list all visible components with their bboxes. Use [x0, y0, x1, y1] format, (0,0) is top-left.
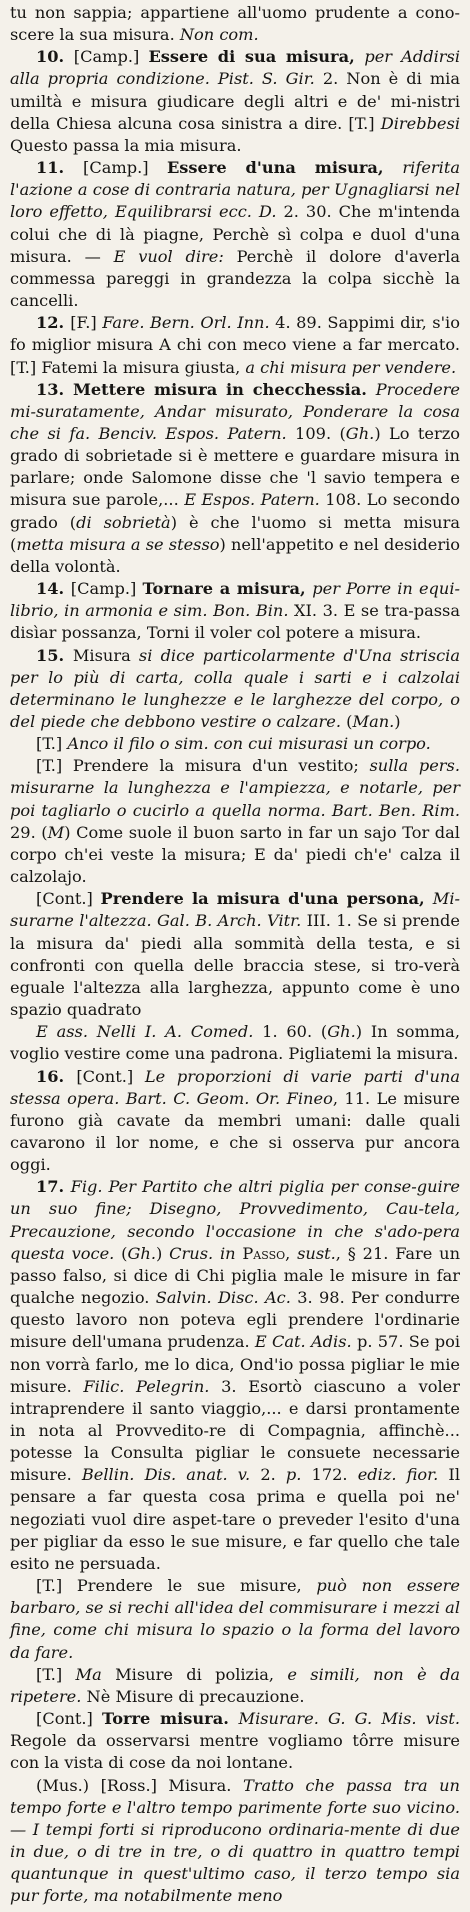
lemma: Tornare a misura,	[142, 579, 313, 599]
entry-paragraph-p15d	[10, 1021, 460, 1065]
text-run: ) nell'appetito e nel desiderio della volontà.	[10, 534, 460, 576]
italic-text: Non com.	[179, 25, 259, 45]
text-run: 2.	[250, 1465, 286, 1485]
entry-paragraph-p18	[10, 1775, 460, 1908]
text-run: [T.] Prendere la misura d'un vestito;	[36, 756, 370, 776]
text-run: (	[341, 712, 353, 731]
text-run: 1. 60. (	[253, 1022, 328, 1042]
text-run: 3. 98. Per condurre questo lavoro non poteva egli prendere l'ordinarie misure dell'umana prudenza.	[10, 1288, 460, 1352]
entry-paragraph-p15c	[10, 888, 460, 1021]
italic-text: metta misura a se stesso	[16, 534, 220, 554]
lemma: Mettere misura in checchessia.	[72, 379, 376, 399]
italic-text: Procedere mi-suratamente, Andar misurato, Ponderare la cosa che si fa. Benciv. Espos. Patern.	[10, 379, 460, 443]
italic-text: E vuol dire:	[113, 246, 224, 266]
italic-text: Misurare. G. G. Mis. vist.	[238, 1709, 460, 1729]
italic-text: ediz. fior.	[357, 1465, 439, 1485]
text-run: ) Lo terzo grado di sobrietade si è mettere e guardare misura in parlare; onde Salomone disse che 'l savio tempera e misura sue parole,...	[10, 423, 460, 510]
dictionary-column	[10, 2, 460, 1907]
text-run: [Camp.]	[83, 158, 167, 178]
text-run: [Cont.]	[36, 1709, 103, 1729]
text-run: Misure di polizia,	[101, 1664, 288, 1684]
text-run: (Mus.) [Ross.] Misura.	[36, 1775, 243, 1795]
text-run: XI. 3. E se tra-passa disìar possanza, Torni il voler col potere a misura.	[10, 601, 460, 643]
italic-text: Gh.	[327, 1022, 356, 1042]
italic-text: Le proporzioni di varie parti d'una stessa opera. Bart. C. Geom. Or. Fineo	[10, 1066, 460, 1108]
entry-paragraph-p17a	[10, 1575, 460, 1664]
italic-text: di sobrietà	[76, 512, 171, 532]
italic-text: riferita l'azione a cose di contraria natura, per Ugnagliarsi nel loro effetto, Equilibrarsi ecc. D.	[10, 158, 460, 222]
text-run: Perchè il dolore d'averla commessa pareggi in grandezza la colpa sicchè la cancelli.	[10, 246, 460, 311]
text-run: [F.]	[70, 313, 103, 333]
entry-number: 11.	[36, 158, 84, 178]
italic-text: Bellin. Dis. anat. v.	[81, 1465, 251, 1485]
italic-text: Fig. Per Partito che altri piglia per conse-guire un suo fine; Disegno, Provvedimento, Cau-tela, Precauzione, secondo l'occasione in che s'ado-pera questa voce.	[10, 1177, 460, 1263]
italic-text: Direbbesi	[380, 113, 460, 133]
text-run: [Camp.]	[73, 47, 149, 67]
entry-paragraph-p16	[10, 1066, 460, 1177]
italic-text: M	[47, 822, 65, 842]
text-run: 2. Non è di mia umiltà e misura giudicare degli altri e de' mi-nistri della Chiesa alcuna cosa sinistra a dire. [T.]	[10, 69, 460, 133]
text-run: )	[156, 1243, 170, 1263]
text-run: Regole da osservarsi mentre vogliamo tôrre misure con la vista di cose da noi lontane.	[10, 1731, 460, 1773]
text-run: tu non sappia; appartiene all'uomo prudente a cono-scere la sua misura.	[10, 3, 460, 45]
entry-paragraph-p11	[10, 157, 460, 312]
entry-paragraph-p15	[10, 645, 460, 734]
entry-paragraph-p17	[10, 1176, 460, 1575]
text-run: 172.	[301, 1465, 358, 1485]
italic-text: Filic. Pelegrin.	[83, 1376, 210, 1396]
italic-text: E Espos. Patern.	[184, 490, 320, 510]
text-run: [T.]	[36, 1664, 76, 1684]
entry-paragraph-p15b	[10, 755, 460, 888]
lemma: Prendere la misura d'una persona,	[100, 889, 433, 909]
text-run: Questo passa la mia misura.	[10, 135, 242, 155]
italic-text: per Addirsi alla propria condizione. Pist. S. Gir.	[10, 47, 460, 89]
italic-text: Mi-surarne l'altezza. Gal. B. Arch. Vitr.	[10, 889, 460, 931]
entry-number: 10.	[36, 47, 74, 67]
italic-text: Crus. in	[169, 1243, 243, 1263]
lemma: Torre misura.	[102, 1709, 239, 1729]
entry-number: 17.	[36, 1177, 71, 1197]
italic-text: per Porre in equi-librio, in armonia e sim. Bon. Bin.	[10, 579, 460, 621]
italic-text: e simili, non è da ripetere.	[10, 1664, 460, 1706]
text-run: , § 21. Fare un passo falso, si dice di Chi piglia male le misure in far qualche negozio.	[10, 1243, 460, 1308]
text-run: [T.]	[36, 734, 68, 754]
text-run: ) In somma, voglio vestire come una padrona. Pigliatemi la misura.	[10, 1022, 460, 1064]
text-run: 29. (	[10, 822, 48, 842]
text-run: ,	[285, 1243, 298, 1263]
italic-text: Tratto che passa tra un tempo forte e l'altro tempo parimente forte suo vicino. — I tempi forti si riproducono ordinaria-mente di due in due, o di tre in tre, o di quattro in quattro tempi quantunque in quest'ultimo caso, il terzo tempo sia pur forte, ma notabilmente meno	[10, 1775, 460, 1906]
text-run: Nè Misure di precauzione.	[81, 1686, 305, 1706]
text-run: (	[114, 1243, 128, 1263]
italic-text: Salvin. Disc. Ac.	[155, 1288, 291, 1308]
text-run: ) Come suole il buon sarto in far un sajo Tor dal corpo ch'ei veste la misura; E da' piedi ch'e' calza il calzolajo.	[10, 822, 460, 887]
entry-number: 15.	[36, 645, 73, 665]
entry-paragraph-p17b	[10, 1664, 460, 1708]
text-run: Il pensare a far questa cosa prima e quella poi ne' negoziati vuol dire aspet-tare o preveder l'esito d'una per pigliar da esso le sue misure, e far quello che tale esito ne persuada.	[10, 1465, 460, 1573]
entry-paragraph-p14	[10, 578, 460, 644]
text-run: [Cont.]	[36, 889, 101, 909]
italic-text: E Cat. Adis.	[254, 1332, 352, 1352]
italic-text: Anco il filo o sim. con cui misurasi un corpo.	[67, 734, 431, 754]
lemma: Essere d'una misura,	[166, 158, 403, 178]
text-run: 108. Lo secondo grado (	[10, 490, 460, 532]
small-caps-text: Passo	[242, 1243, 286, 1263]
italic-text: può non essere barbaro, se si rechi all'idea del commisurare i mezzi al fine, come chi misura lo spazio o la forma del lavoro da fare.	[10, 1576, 460, 1662]
text-run: III. 1. Se si prende la misura da' piedi alla sommità della testa, e si confronti con quella delle braccia stese, si tro-verà eguale l'altezza alla larghezza, appunto come è uno spazio quadrato	[10, 911, 460, 1020]
text-run: 109. (	[286, 423, 346, 443]
text-run: [T.] Prendere le sue misure,	[36, 1576, 317, 1596]
entry-number: 14.	[36, 579, 71, 599]
text-run: ) è che l'uomo si metta misura (	[10, 512, 460, 554]
italic-text: sulla pers. misurarne la lunghezza e l'ampiezza, e notarle, per poi tagliarlo o cucirlo a quella norma. Bart. Ben. Rim.	[10, 756, 460, 820]
text-run: )	[394, 712, 401, 731]
entry-paragraph-p17c	[10, 1708, 460, 1774]
italic-text: sust.	[297, 1243, 336, 1263]
italic-text: a chi misura per vendere.	[245, 357, 457, 377]
entry-number: 16.	[36, 1066, 77, 1086]
italic-text: p.	[285, 1465, 302, 1485]
entry-paragraph-p15a	[10, 733, 460, 755]
lemma: Essere di sua misura,	[148, 47, 365, 67]
italic-text: E ass. Nelli I. A. Comed.	[36, 1022, 254, 1042]
entry-paragraph-p0	[10, 2, 460, 46]
text-run: , 11. Le misure furono già cavate da membri umani: dalle quali cavarono il lor nome, e che si osserva pur ancora oggi.	[10, 1088, 461, 1175]
entry-number: 12.	[36, 313, 71, 333]
text-run: p. 57. Se poi non vorrà farlo, me lo dica, Ond'io possa pigliar le mie misure.	[10, 1332, 461, 1396]
italic-text: Man.	[352, 712, 395, 731]
entry-paragraph-p10	[10, 46, 460, 157]
italic-text: Gh.	[345, 423, 375, 443]
text-run: 4. 89. Sappimi dir, s'io fo miglior misura A chi con meco viene a far mercato. [T.] Fatemi la misura giusta,	[10, 313, 460, 377]
italic-text: Ma	[75, 1664, 102, 1684]
text-run: Misura	[72, 645, 139, 665]
text-run: [Camp.]	[70, 579, 143, 599]
text-run: 3. Esortò ciascuno a voler intraprendere il santo viaggio,... e darsi prontamente in nota al Provvedito-re di Compagnia, affinchè... potesse la Consulta pigliar le consuete necessarie misure.	[10, 1376, 460, 1485]
italic-text: si dice particolarmente d'Una striscia per lo più di carta, colla quale i sarti e i calzolai determinano le lunghezze e le larghezze del corpo, o del piede che debbono vestire o calzare.	[10, 645, 460, 731]
italic-text: Gh.	[127, 1243, 156, 1263]
text-run: 2. 30. Che m'intenda colui che di là piagne, Perchè sì colpa e duol d'una misura. —	[10, 202, 460, 266]
entry-paragraph-p13	[10, 379, 460, 578]
text-run: [Cont.]	[76, 1066, 145, 1086]
italic-text: Fare. Bern. Orl. Inn.	[102, 313, 270, 333]
entry-number: 13.	[36, 379, 73, 399]
entry-paragraph-p12	[10, 312, 460, 378]
